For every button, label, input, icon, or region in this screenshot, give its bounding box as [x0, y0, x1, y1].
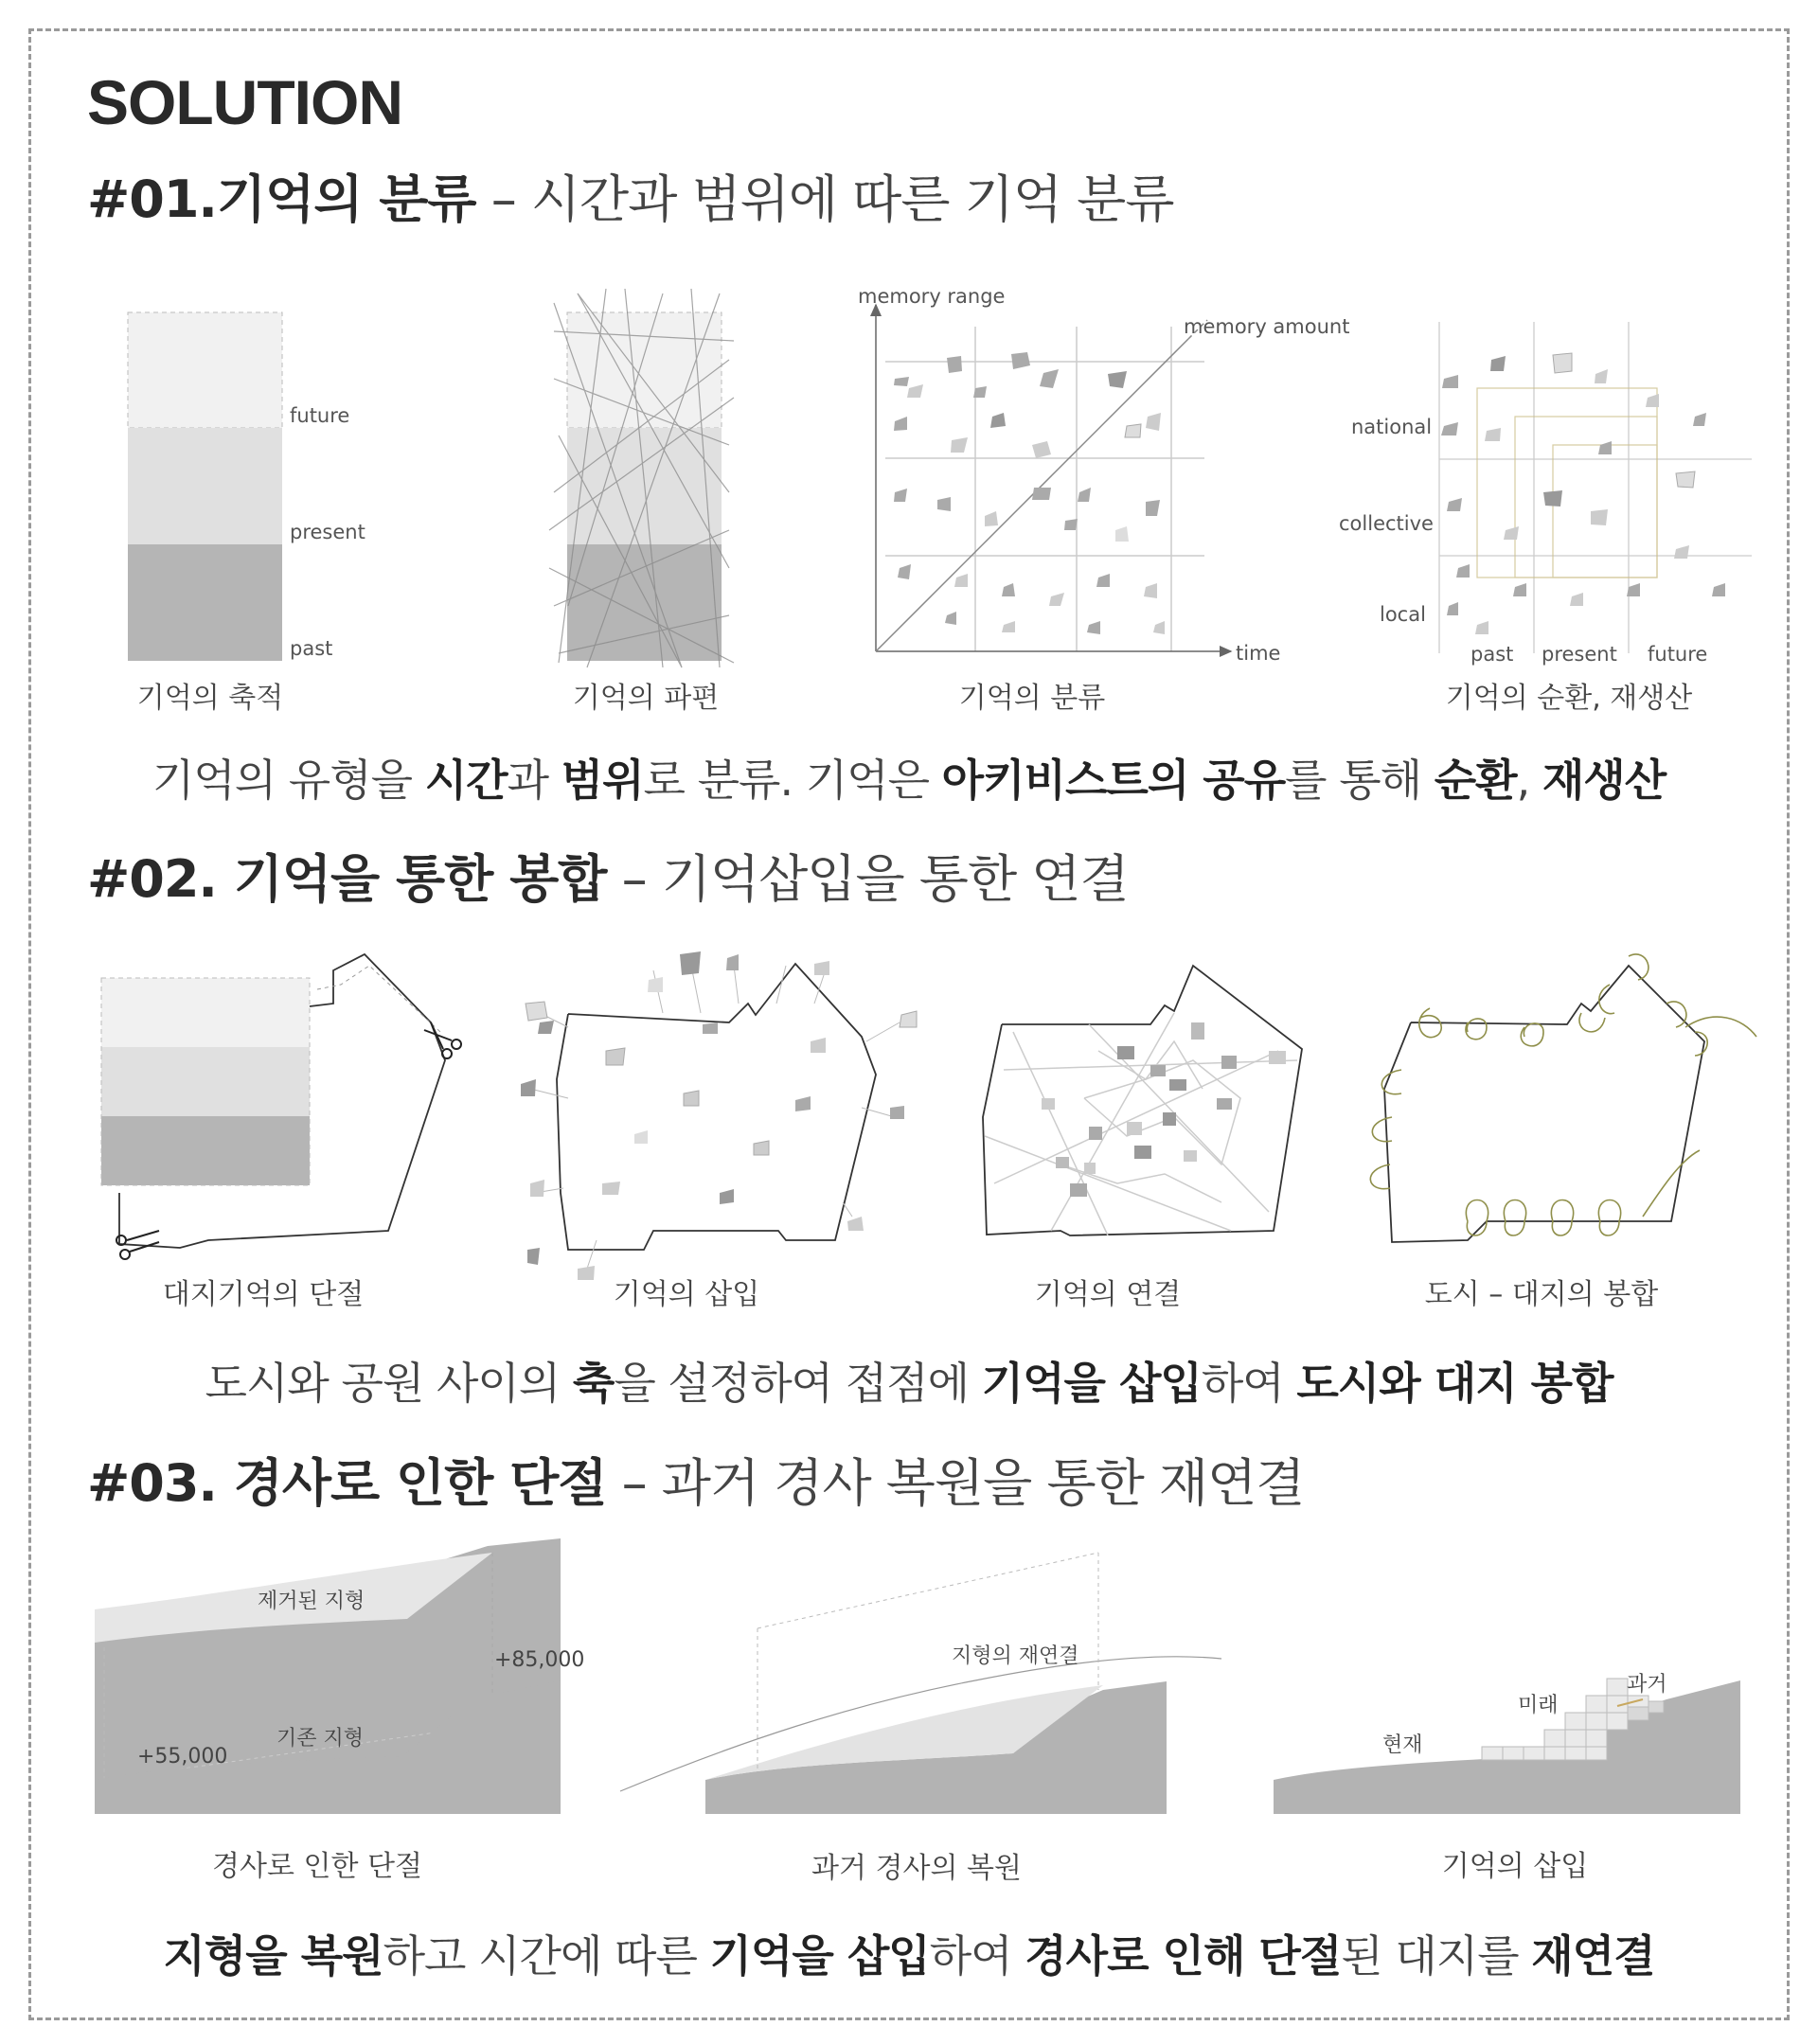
caption-suture: 도시 – 대지의 봉합 — [1424, 1278, 1659, 1311]
label-past: 과거 — [1627, 1673, 1667, 1697]
caption-slope-severed: 경사로 인한 단절 — [212, 1850, 422, 1883]
caption-site-severed: 대지기억의 단절 — [162, 1278, 365, 1311]
memory-insertion-slope-diagram — [1274, 1673, 1740, 1814]
label-past: past — [290, 637, 333, 660]
label-terrain-reconnect: 지형의 재연결 — [952, 1644, 1079, 1668]
caption-accumulation: 기억의 축적 — [136, 682, 284, 715]
insertion-diagram — [521, 951, 917, 1280]
summary-02: 도시와 공원 사이의 축을 설정하여 접점에 기억을 삽입하여 도시와 대지 봉합 — [205, 1358, 1613, 1409]
label-present: present — [290, 521, 365, 543]
caption-circulation: 기억의 순환, 재생산 — [1445, 682, 1693, 715]
caption-fragments: 기억의 파편 — [572, 682, 720, 715]
section-heading-01: #01.기억의 분류 – 시간과 범위에 따른 기억 분류 — [87, 169, 1174, 229]
axis-label-memory-amount: memory amount — [1184, 315, 1350, 338]
label-elevation-low: +55,000 — [137, 1745, 228, 1769]
label-elevation-high: +85,000 — [494, 1648, 585, 1672]
label-removed-terrain: 제거된 지형 — [258, 1590, 365, 1613]
label-axis-future: future — [1648, 643, 1708, 666]
summary-03: 지형을 복원하고 시간에 따른 기억을 삽입하여 경사로 인해 단절된 대지를 재연결 — [163, 1930, 1655, 1982]
scissors-icon — [424, 1022, 461, 1058]
label-national: national — [1351, 416, 1433, 438]
section-heading-03: #03. 경사로 인한 단절 – 과거 경사 복원을 통한 재연결 — [87, 1453, 1305, 1513]
connection-diagram — [983, 966, 1302, 1235]
label-local: local — [1380, 603, 1426, 626]
section-heading-02: #02. 기억을 통한 봉합 – 기억삽입을 통한 연결 — [87, 849, 1129, 909]
label-existing-terrain: 기존 지형 — [276, 1727, 365, 1751]
label-axis-past: past — [1470, 643, 1514, 666]
summary-01: 기억의 유형을 시간과 범위로 분류. 기억은 아키비스트의 공유를 통해 순환, 재생산 — [152, 755, 1666, 806]
suture-diagram — [1370, 954, 1756, 1242]
label-present: 현재 — [1382, 1733, 1423, 1757]
fragments-diagram — [549, 289, 734, 667]
site-severed-diagram — [101, 954, 461, 1259]
caption-insertion: 기억의 삽입 — [613, 1278, 760, 1311]
label-collective: collective — [1339, 512, 1434, 535]
slope-restored-diagram — [620, 1553, 1221, 1814]
classification-diagram — [858, 285, 1349, 665]
axis-label-memory-range: memory range — [858, 285, 1006, 308]
label-future: future — [290, 404, 350, 427]
caption-classification: 기억의 분류 — [958, 682, 1106, 715]
axis-label-time: time — [1236, 642, 1281, 665]
accumulation-diagram — [128, 312, 365, 661]
page-title: SOLUTION — [87, 67, 402, 137]
caption-memory-insertion: 기억의 삽입 — [1441, 1850, 1589, 1883]
label-future: 미래 — [1518, 1694, 1559, 1717]
caption-slope-restored: 과거 경사의 복원 — [811, 1852, 1022, 1885]
caption-connection: 기억의 연결 — [1034, 1278, 1182, 1311]
label-axis-present: present — [1542, 643, 1617, 666]
circulation-diagram — [1339, 322, 1752, 666]
